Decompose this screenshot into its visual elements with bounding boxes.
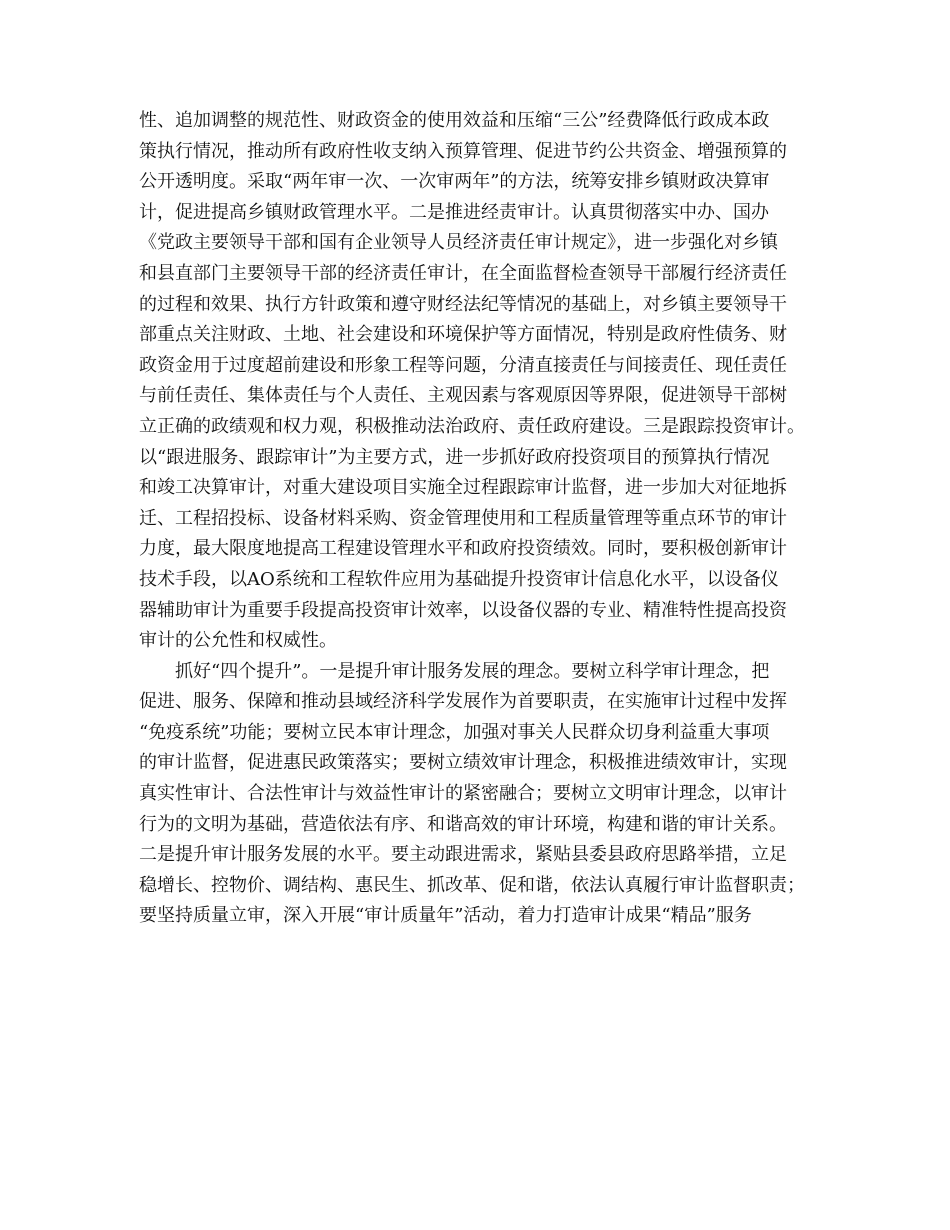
text-line: 立正确的政绩观和权力观，积极推动法治政府、责任政府建设。三是跟踪投资审计。 xyxy=(139,415,805,437)
text-line: 迁、工程招投标、设备材料采购、资金管理使用和工程质量管理等重点环节的审计 xyxy=(139,507,787,529)
text-line: 以“跟进服务、跟踪审计”为主要方式，进一步抓好政府投资项目的预算执行情况 xyxy=(139,446,770,468)
text-line: 要坚持质量立审，深入开展“审计质量年”活动，着力打造审计成果“精品”服务 xyxy=(139,905,752,927)
text-line: 政资金用于过度超前建设和形象工程等问题，分清直接责任与间接责任、现任责任 xyxy=(139,354,787,376)
text-line: 和县直部门主要领导干部的经济责任审计，在全面监督检查领导干部履行经济责任 xyxy=(139,262,787,284)
text-line: 与前任责任、集体责任与个人责任、主观因素与客观原因等界限，促进领导干部树 xyxy=(139,385,787,407)
text-line: 器辅助审计为重要手段提高投资审计效率，以设备仪器的专业、精准特性提高投资 xyxy=(139,599,787,621)
text-line: 计，促进提高乡镇财政管理水平。二是推进经责审计。认真贯彻落实中办、国办 xyxy=(139,201,769,223)
text-line: 稳增长、控物价、调结构、惠民生、抓改革、促和谐，依法认真履行审计监督职责； xyxy=(139,874,805,896)
text-line: 策执行情况，推动所有政府性收支纳入预算管理、促进节约公共资金、增强预算的 xyxy=(139,140,787,162)
text-line: 真实性审计、合法性审计与效益性审计的紧密融合；要树立文明审计理念，以审计 xyxy=(139,783,787,805)
text-line: 力度，最大限度地提高工程建设管理水平和政府投资绩效。同时，要积极创新审计 xyxy=(139,538,787,560)
text-line: 性、追加调整的规范性、财政资金的使用效益和压缩“三公”经费降低行政成本政 xyxy=(139,110,770,131)
text-line: 二是提升审计服务发展的水平。要主动跟进需求，紧贴县委县政府思路举措，立足 xyxy=(139,844,787,866)
text-line: 抓好“四个提升”。一是提升审计服务发展的理念。要树立科学审计理念，把 xyxy=(175,660,770,682)
paragraph-1 xyxy=(139,106,829,657)
text-line: 和竣工决算审计，对重大建设项目实施全过程跟踪审计监督，进一步加大对征地拆 xyxy=(139,477,787,499)
text-line: 部重点关注财政、土地、社会建设和环境保护等方面情况，特别是政府性债务、财 xyxy=(139,324,787,346)
paragraph-2 xyxy=(139,657,829,932)
text-line: 《党政主要领导干部和国有企业领导人员经济责任审计规定》，进一步强化对乡镇 xyxy=(139,232,778,254)
text-line: 审计的公允性和权威性。 xyxy=(139,630,337,652)
text-line: 公开透明度。采取“两年审一次、一次审两年”的方法，统筹安排乡镇财政决算审 xyxy=(139,171,770,193)
text-line: “免疫系统”功能；要树立民本审计理念，加强对事关人民群众切身利益重大事项 xyxy=(139,721,770,743)
text-line: 的审计监督，促进惠民政策落实；要树立绩效审计理念，积极推进绩效审计，实现 xyxy=(139,752,787,774)
text-line: 的过程和效果、执行方针政策和遵守财经法纪等情况的基础上，对乡镇主要领导干 xyxy=(139,293,787,315)
text-line: 技术手段，以AO系统和工程软件应用为基础提升投资审计信息化水平，以设备仪 xyxy=(139,568,779,590)
document-body xyxy=(139,106,829,932)
text-line: 促进、服务、保障和推动县域经济科学发展作为首要职责，在实施审计过程中发挥 xyxy=(139,691,787,713)
text-line: 行为的文明为基础，营造依法有序、和谐高效的审计环境，构建和谐的审计关系。 xyxy=(139,813,787,835)
